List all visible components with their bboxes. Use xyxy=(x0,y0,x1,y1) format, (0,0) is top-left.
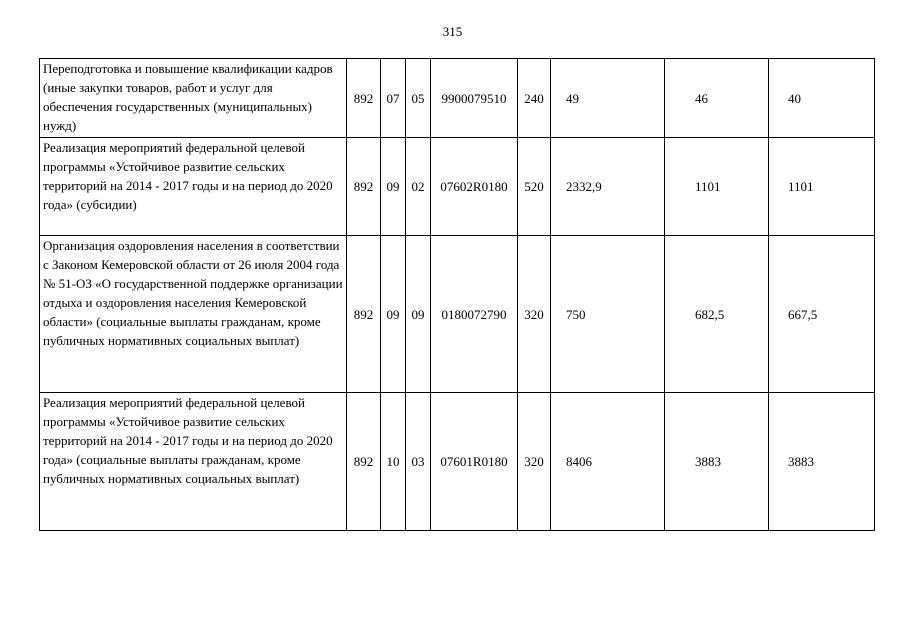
table-row xyxy=(40,236,875,393)
amount-year-1: 2332,9 xyxy=(551,138,665,236)
subsection-code: 03 xyxy=(406,393,431,531)
amount-year-2: 682,5 xyxy=(665,236,769,393)
subsection-code: 09 xyxy=(406,236,431,393)
target-item-code: 07602R0180 xyxy=(431,138,518,236)
row-description: Реализация мероприятий федеральной целевой программы «Устойчивое развитие сельских территорий на 2014 - 2017 годы и на период до 2020 года» (субсидии) xyxy=(40,138,347,236)
row-description: Переподготовка и повышение квалификации кадров (иные закупки товаров, работ и услуг для обеспечения государственных (муниципальных) нужд) xyxy=(40,59,347,138)
ministry-code: 892 xyxy=(347,138,381,236)
amount-year-3: 1101 xyxy=(769,138,875,236)
target-item-code: 07601R0180 xyxy=(431,393,518,531)
amount-year-3: 40 xyxy=(769,59,875,138)
target-item-code: 0180072790 xyxy=(431,236,518,393)
section-code: 09 xyxy=(381,236,406,393)
amount-year-3: 3883 xyxy=(769,393,875,531)
expense-type-code: 240 xyxy=(518,59,551,138)
table-row xyxy=(40,393,875,531)
expense-type-code: 320 xyxy=(518,236,551,393)
row-description: Организация оздоровления населения в соответствии с Законом Кемеровской области от 26 июля 2004 года № 51-ОЗ «О государственной поддержке организации отдыха и оздоровления населения Кемеровской области» (социальные выплаты гражданам, кроме публичных нормативных социальных выплат) xyxy=(40,236,347,393)
table-row xyxy=(40,138,875,236)
subsection-code: 02 xyxy=(406,138,431,236)
amount-year-1: 49 xyxy=(551,59,665,138)
expense-type-code: 520 xyxy=(518,138,551,236)
budget-table xyxy=(39,58,875,531)
table-row xyxy=(40,59,875,138)
target-item-code: 9900079510 xyxy=(431,59,518,138)
amount-year-2: 1101 xyxy=(665,138,769,236)
amount-year-2: 46 xyxy=(665,59,769,138)
row-description: Реализация мероприятий федеральной целевой программы «Устойчивое развитие сельских территорий на 2014 - 2017 годы и на период до 2020 года» (социальные выплаты гражданам, кроме публичных нормативных социальных выплат) xyxy=(40,393,347,531)
amount-year-2: 3883 xyxy=(665,393,769,531)
ministry-code: 892 xyxy=(347,393,381,531)
section-code: 09 xyxy=(381,138,406,236)
expense-type-code: 320 xyxy=(518,393,551,531)
section-code: 10 xyxy=(381,393,406,531)
amount-year-1: 8406 xyxy=(551,393,665,531)
page-number: 315 xyxy=(442,24,463,39)
ministry-code: 892 xyxy=(347,236,381,393)
section-code: 07 xyxy=(381,59,406,138)
amount-year-1: 750 xyxy=(551,236,665,393)
amount-year-3: 667,5 xyxy=(769,236,875,393)
ministry-code: 892 xyxy=(347,59,381,138)
subsection-code: 05 xyxy=(406,59,431,138)
